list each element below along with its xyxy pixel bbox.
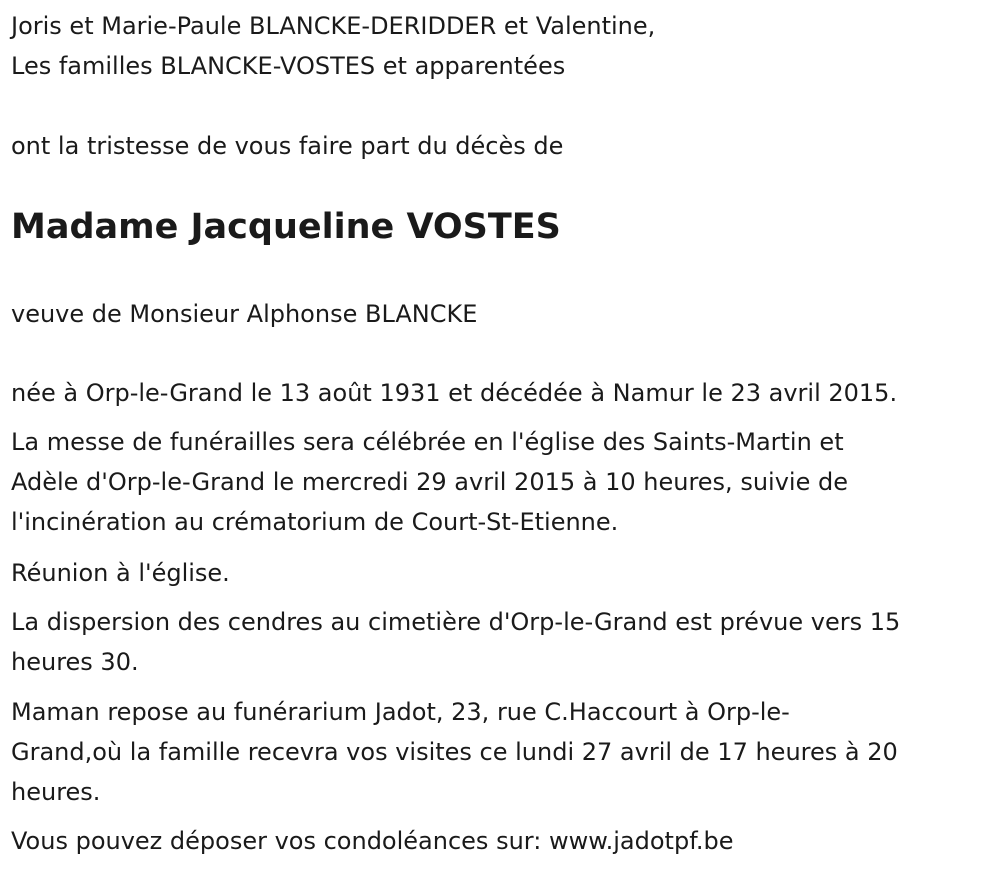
- dispersion-paragraph: [11, 602, 900, 682]
- condolences-text: Vous pouvez déposer vos condoléances sur: www.jadotpf.be: [11, 827, 734, 855]
- widow-of-text: veuve de Monsieur Alphonse BLANCKE: [11, 300, 478, 328]
- visitation-line-3: heures.: [11, 778, 101, 806]
- families-line-2: Les familles BLANCKE-VOSTES et apparentées: [11, 52, 566, 80]
- families-paragraph: [11, 6, 655, 86]
- funeral-mass-line-1: La messe de funérailles sera célébrée en l'église des Saints-Martin et: [11, 428, 844, 456]
- reunion-text: Réunion à l'église.: [11, 559, 230, 587]
- birth-death-text: née à Orp-le-Grand le 13 août 1931 et décédée à Namur le 23 avril 2015.: [11, 379, 898, 407]
- visitation-line-2: Grand,où la famille recevra vos visites ce lundi 27 avril de 17 heures à 20: [11, 738, 898, 766]
- funeral-mass-line-2: Adèle d'Orp-le-Grand le mercredi 29 avril 2015 à 10 heures, suivie de: [11, 468, 848, 496]
- deceased-name: Madame Jacqueline VOSTES: [11, 207, 561, 247]
- funeral-mass-paragraph: [11, 422, 848, 542]
- visitation-paragraph: [11, 692, 898, 812]
- funeral-mass-line-3: l'incinération au crématorium de Court-St-Etienne.: [11, 508, 619, 536]
- dispersion-line-1: La dispersion des cendres au cimetière d'Orp-le-Grand est prévue vers 15: [11, 608, 901, 636]
- dispersion-line-2: heures 30.: [11, 648, 139, 676]
- visitation-line-1: Maman repose au funérarium Jadot, 23, rue C.Haccourt à Orp-le-: [11, 698, 790, 726]
- families-line-1: Joris et Marie-Paule BLANCKE-DERIDDER et Valentine,: [11, 12, 656, 40]
- announcement-text: ont la tristesse de vous faire part du décès de: [11, 132, 564, 160]
